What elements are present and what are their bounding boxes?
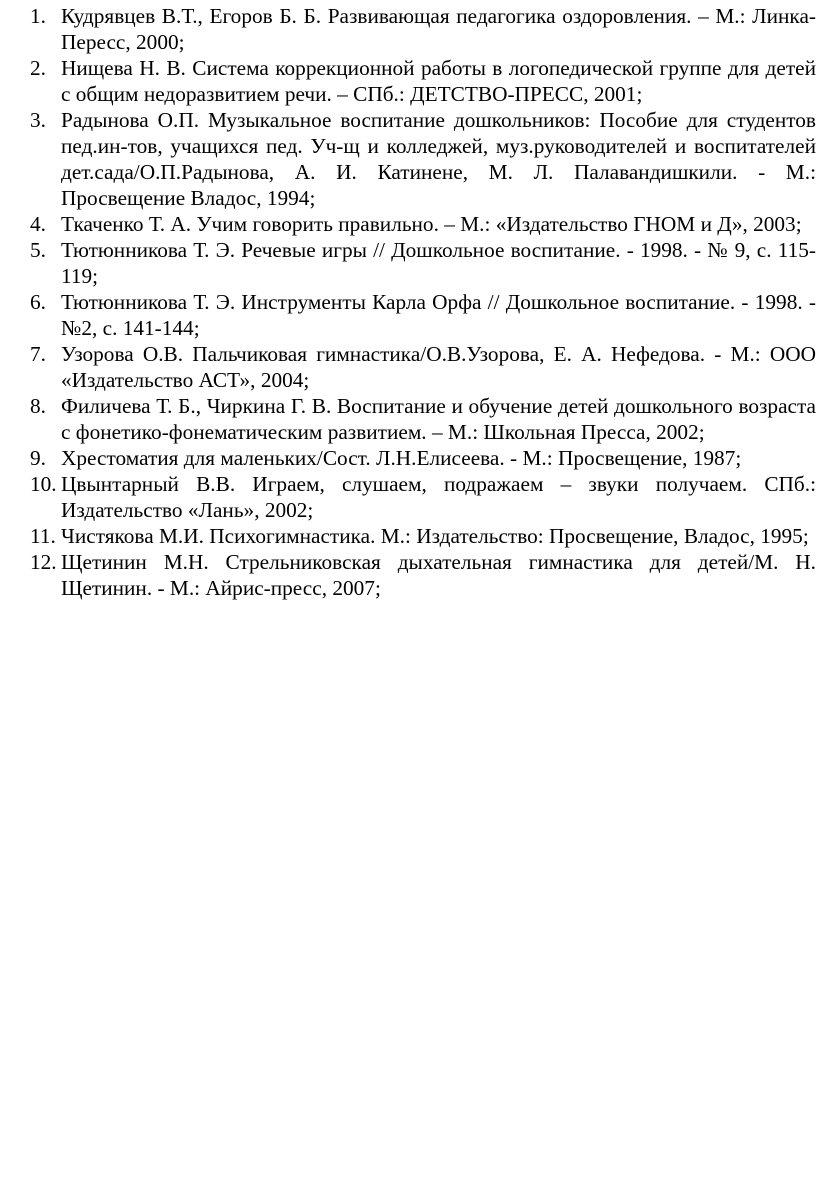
reference-number: 12.	[30, 550, 57, 574]
reference-item-3	[30, 107, 816, 211]
reference-item-8	[30, 393, 816, 445]
reference-number: 9.	[30, 446, 46, 470]
reference-list	[30, 3, 816, 601]
reference-text: Кудрявцев В.Т., Егоров Б. Б. Развивающая педагогика оздоровления. – М.: Линка-Пересс, 2000;	[61, 4, 816, 54]
reference-item-9	[30, 445, 816, 471]
reference-number: 5.	[30, 238, 46, 262]
reference-text: Цвынтарный В.В. Играем, слушаем, подражаем – звуки получаем. СПб.: Издательство «Лань», 2002;	[61, 472, 816, 522]
reference-text: Чистякова М.И. Психогимнастика. М.: Издательство: Просвещение, Владос, 1995;	[61, 524, 809, 548]
reference-number: 6.	[30, 290, 46, 314]
reference-item-5	[30, 237, 816, 289]
reference-text: Нищева Н. В. Система коррекционной работы в логопедической группе для детей с общим недоразвитием речи. – СПб.: ДЕТСТВО-ПРЕСС, 2001;	[61, 56, 816, 106]
reference-number: 3.	[30, 108, 46, 132]
reference-number: 7.	[30, 342, 46, 366]
reference-text: Ткаченко Т. А. Учим говорить правильно. – М.: «Издательство ГНОМ и Д», 2003;	[61, 212, 802, 236]
reference-number: 4.	[30, 212, 46, 236]
reference-text: Хрестоматия для маленьких/Сост. Л.Н.Елисеева. - М.: Просвещение, 1987;	[61, 446, 742, 470]
reference-item-10	[30, 471, 816, 523]
reference-item-11	[30, 523, 816, 549]
reference-item-1	[30, 3, 816, 55]
reference-text: Филичева Т. Б., Чиркина Г. В. Воспитание и обучение детей дошкольного возраста с фонетико-фонематическим развитием. – М.: Школьная Пресса, 2002;	[61, 394, 816, 444]
reference-item-12	[30, 549, 816, 601]
reference-text: Щетинин М.Н. Стрельниковская дыхательная гимнастика для детей/М. Н. Щетинин. - М.: Айрис-пресс, 2007;	[61, 550, 816, 600]
reference-item-2	[30, 55, 816, 107]
reference-text: Узорова О.В. Пальчиковая гимнастика/О.В.Узорова, Е. А. Нефедова. - М.: ООО «Издательство АСТ», 2004;	[61, 342, 816, 392]
reference-item-6	[30, 289, 816, 341]
reference-number: 2.	[30, 56, 46, 80]
reference-item-7	[30, 341, 816, 393]
reference-number: 10.	[30, 472, 57, 496]
reference-item-4	[30, 211, 816, 237]
reference-number: 1.	[30, 4, 46, 28]
reference-number: 11.	[30, 524, 56, 548]
reference-text: Тютюнникова Т. Э. Инструменты Карла Орфа // Дошкольное воспитание. - 1998. - №2, с. 141-144;	[61, 290, 816, 340]
reference-number: 8.	[30, 394, 46, 418]
reference-text: Тютюнникова Т. Э. Речевые игры // Дошкольное воспитание. - 1998. - № 9, с. 115-119;	[61, 238, 816, 288]
reference-text: Радынова О.П. Музыкальное воспитание дошкольников: Пособие для студентов пед.ин-тов, учащихся пед. Уч-щ и колледжей, муз.руководителей и воспитателей дет.сада/О.П.Радынова, А. И. Катинене, М. Л. Палавандишкили. - М.: Просвещение Владос, 1994;	[61, 108, 816, 210]
